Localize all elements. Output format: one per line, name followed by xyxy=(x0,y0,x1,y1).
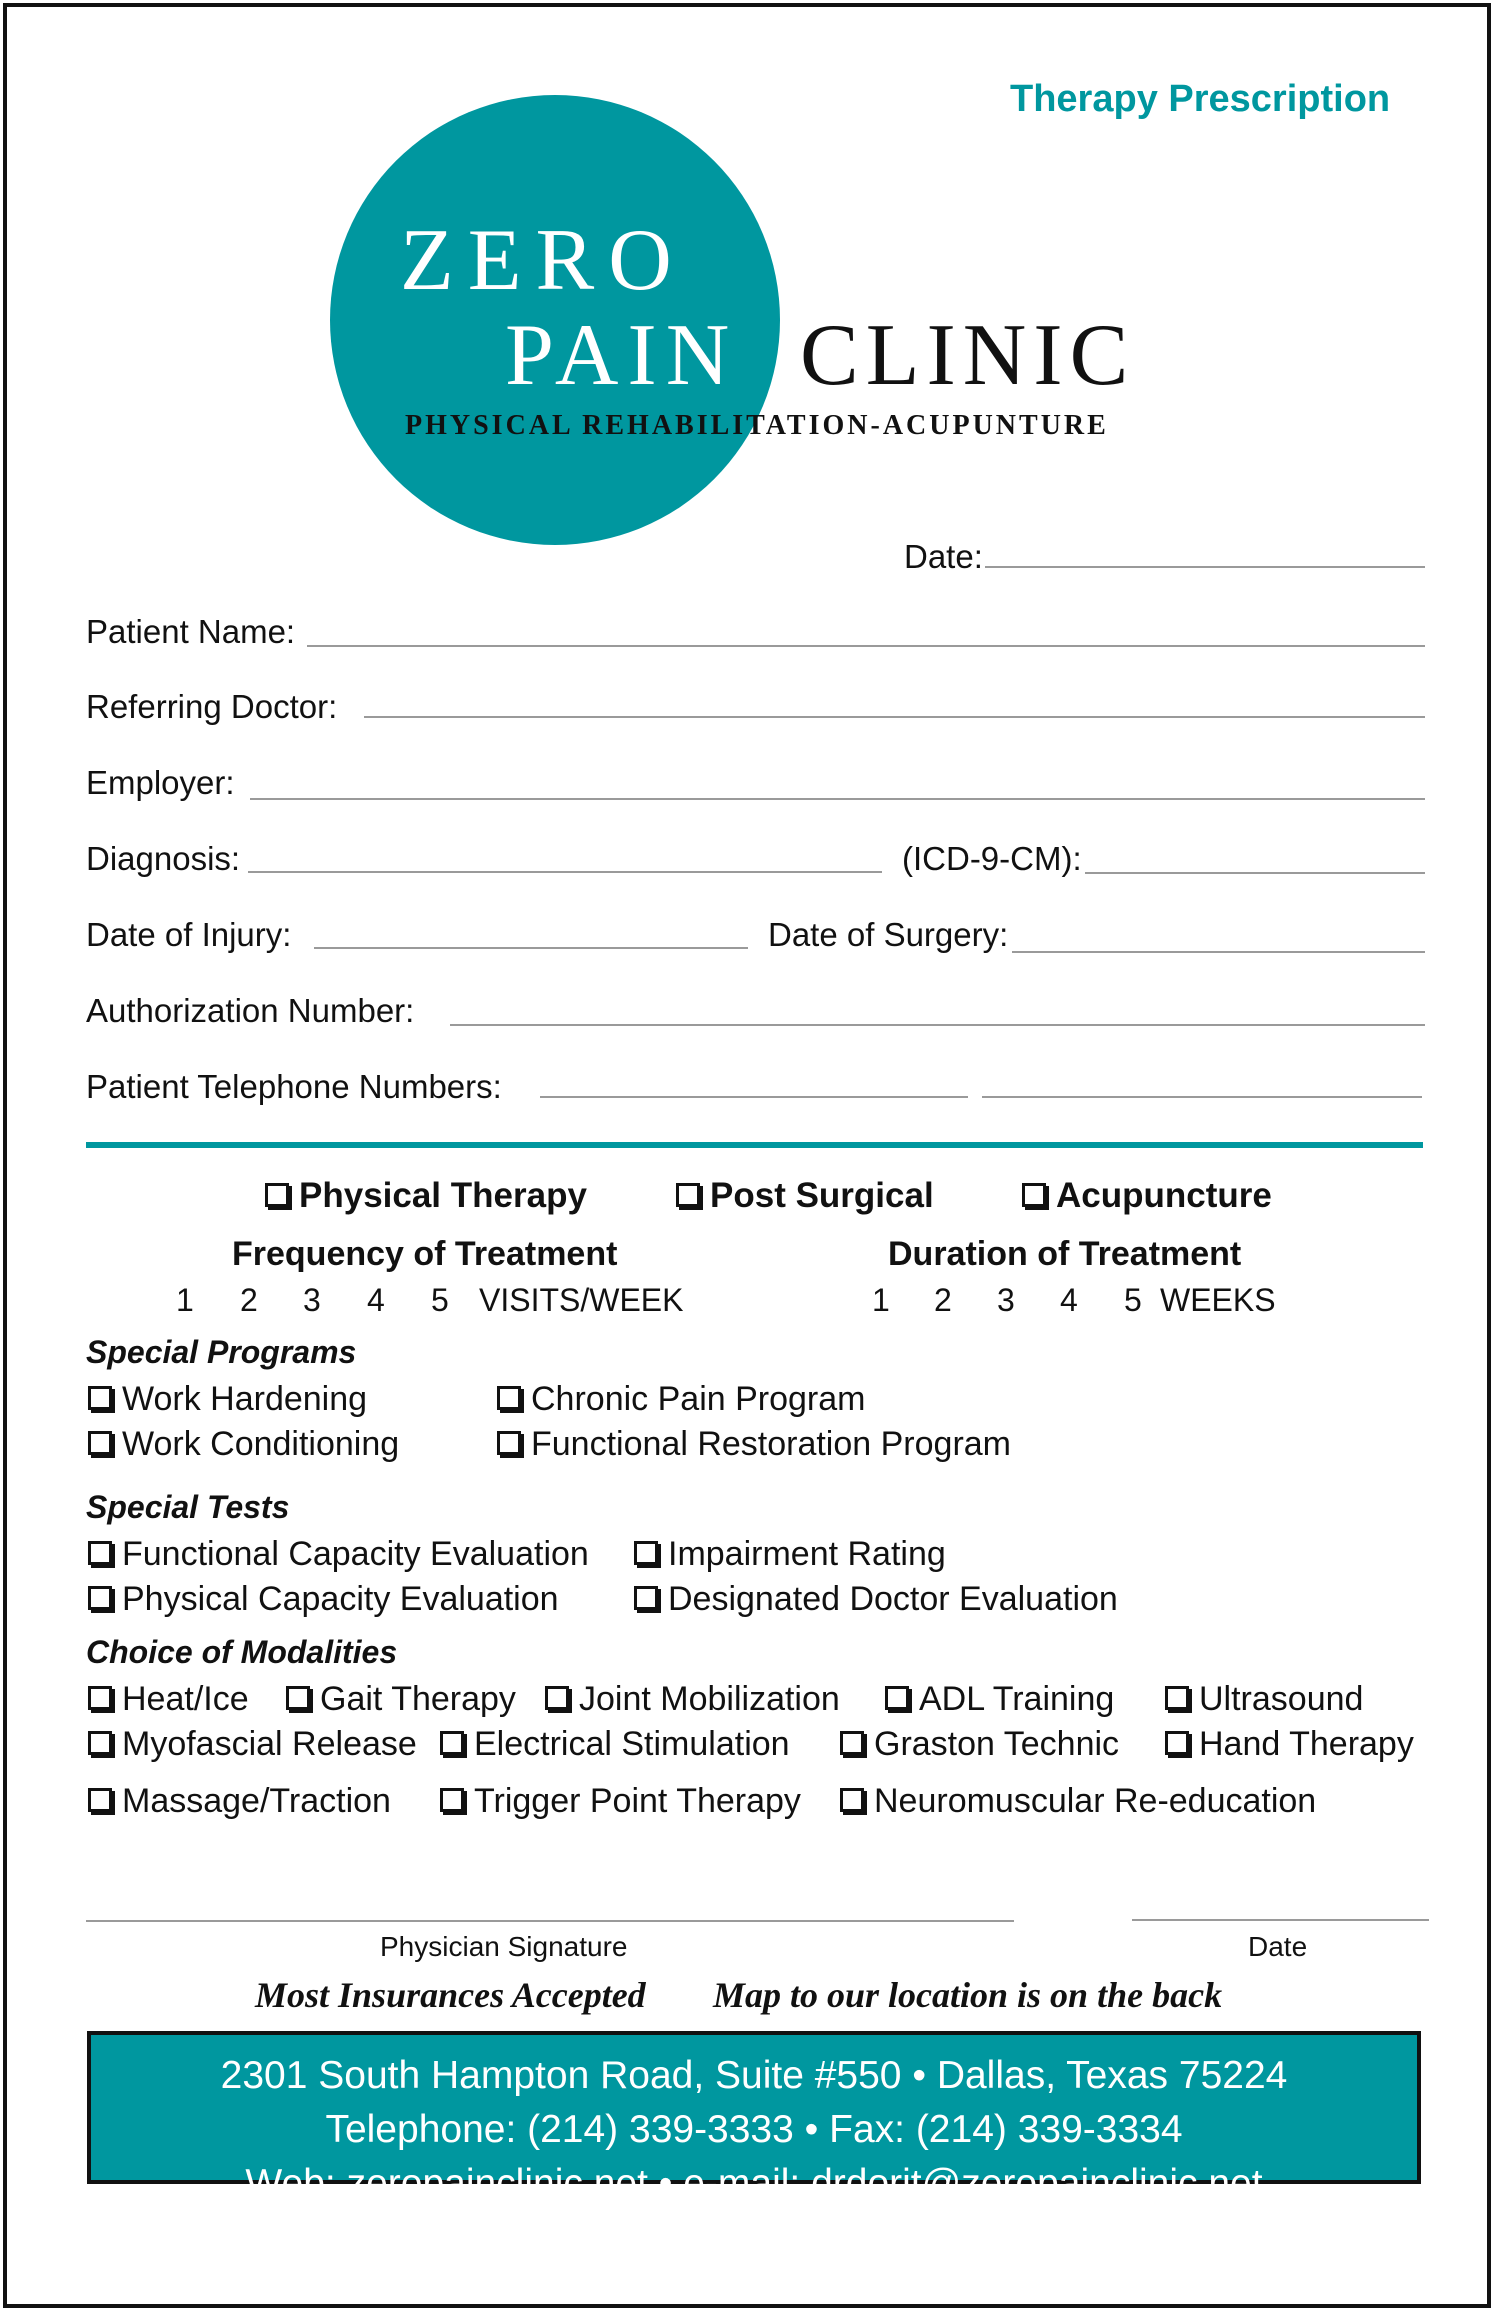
option-label: ADL Training xyxy=(919,1680,1115,1718)
checkbox-icon[interactable] xyxy=(88,1431,112,1455)
option-label: Chronic Pain Program xyxy=(531,1380,866,1418)
checkbox-icon[interactable] xyxy=(88,1686,112,1710)
logo-word-zero: ZERO xyxy=(400,212,686,309)
insurance-note: Most Insurances Accepted xyxy=(255,1975,646,2015)
functional-restoration-program-option[interactable] xyxy=(497,1425,1011,1464)
physical-capacity-evaluation-option[interactable] xyxy=(88,1580,559,1619)
patient-name-label: Patient Name: xyxy=(86,613,296,650)
option-label: Functional Capacity Evaluation xyxy=(122,1535,589,1573)
diagnosis-label: Diagnosis: xyxy=(86,840,241,877)
acupuncture-option[interactable] xyxy=(1022,1176,1272,1216)
checkbox-icon[interactable] xyxy=(265,1183,289,1207)
checkbox-icon[interactable] xyxy=(1022,1183,1046,1207)
graston-technic-option[interactable] xyxy=(840,1725,1119,1764)
option-label: Trigger Point Therapy xyxy=(474,1782,801,1820)
address-line: 2301 South Hampton Road, Suite #550 • Dallas, Texas 75224 xyxy=(220,2054,1288,2097)
date-of-injury-label: Date of Injury: xyxy=(86,916,292,953)
option-label: Heat/Ice xyxy=(122,1680,249,1718)
physician-signature-line[interactable] xyxy=(86,1920,1014,1922)
checkbox-icon[interactable] xyxy=(1165,1731,1189,1755)
duration-5[interactable]: 5 xyxy=(1124,1282,1142,1318)
myofascial-release-option[interactable] xyxy=(88,1725,417,1764)
signature-date-line[interactable] xyxy=(1132,1919,1429,1921)
option-label: Designated Doctor Evaluation xyxy=(668,1580,1118,1618)
checkbox-icon[interactable] xyxy=(545,1686,569,1710)
date-of-surgery-line[interactable] xyxy=(1012,951,1425,953)
physical-therapy-label: Physical Therapy xyxy=(299,1176,587,1215)
option-label: Massage/Traction xyxy=(122,1782,391,1820)
joint-mobilization-option[interactable] xyxy=(545,1680,840,1719)
special-tests-heading: Special Tests xyxy=(86,1489,290,1525)
ultrasound-option[interactable] xyxy=(1165,1680,1363,1719)
frequency-4[interactable]: 4 xyxy=(367,1282,385,1318)
checkbox-icon[interactable] xyxy=(497,1431,521,1455)
impairment-rating-option[interactable] xyxy=(634,1535,946,1574)
gait-therapy-option[interactable] xyxy=(286,1680,516,1719)
option-label: Work Conditioning xyxy=(122,1425,400,1463)
logo-tagline: PHYSICAL REHABILITATION-ACUPUNTURE xyxy=(405,410,1109,441)
referring-doctor-line[interactable] xyxy=(364,716,1425,718)
patient-name-line[interactable] xyxy=(307,645,1425,647)
frequency-unit: VISITS/WEEK xyxy=(479,1282,684,1318)
option-label: Joint Mobilization xyxy=(579,1680,840,1718)
option-label: Myofascial Release xyxy=(122,1725,417,1763)
modalities-heading: Choice of Modalities xyxy=(86,1634,398,1670)
checkbox-icon[interactable] xyxy=(88,1586,112,1610)
frequency-2[interactable]: 2 xyxy=(240,1282,258,1318)
post-surgical-option[interactable] xyxy=(676,1176,934,1216)
checkbox-icon[interactable] xyxy=(885,1686,909,1710)
date-of-injury-line[interactable] xyxy=(314,947,748,949)
duration-3[interactable]: 3 xyxy=(997,1282,1015,1318)
adl-training-option[interactable] xyxy=(885,1680,1114,1719)
logo-word-clinic: CLINIC xyxy=(800,307,1136,404)
icd-label: (ICD-9-CM): xyxy=(902,840,1082,877)
chronic-pain-program-option[interactable] xyxy=(497,1380,865,1419)
checkbox-icon[interactable] xyxy=(497,1386,521,1410)
functional-capacity-evaluation-option[interactable] xyxy=(88,1535,589,1574)
work-hardening-option[interactable] xyxy=(88,1380,367,1419)
heat-ice-option[interactable] xyxy=(88,1680,249,1719)
section-divider xyxy=(86,1142,1423,1148)
date-label: Date: xyxy=(904,538,983,575)
option-label: Work Hardening xyxy=(122,1380,368,1418)
frequency-1[interactable]: 1 xyxy=(176,1282,194,1318)
option-label: Functional Restoration Program xyxy=(531,1425,1012,1463)
referring-doctor-label: Referring Doctor: xyxy=(86,688,338,725)
web-line: Web: zeropainclinic.net • e-mail: drdorit@zeropainclinic.net xyxy=(245,2162,1263,2205)
checkbox-icon[interactable] xyxy=(88,1386,112,1410)
special-programs-heading: Special Programs xyxy=(86,1334,357,1370)
checkbox-icon[interactable] xyxy=(840,1731,864,1755)
post-surgical-label: Post Surgical xyxy=(710,1176,934,1215)
logo-word-pain: PAIN xyxy=(505,307,739,404)
diagnosis-line[interactable] xyxy=(248,871,882,873)
checkbox-icon[interactable] xyxy=(88,1731,112,1755)
frequency-5[interactable]: 5 xyxy=(431,1282,449,1318)
acupuncture-label: Acupuncture xyxy=(1056,1176,1272,1215)
contact-box xyxy=(87,2031,1421,2205)
checkbox-icon[interactable] xyxy=(440,1731,464,1755)
signature-date-label: Date xyxy=(1248,1931,1308,1962)
patient-telephone-line-1[interactable] xyxy=(540,1096,968,1098)
electrical-stimulation-option[interactable] xyxy=(440,1725,790,1764)
massage-traction-option[interactable] xyxy=(88,1782,391,1821)
phone-line: Telephone: (214) 339-3333 • Fax: (214) 339-3334 xyxy=(325,2108,1183,2151)
date-line[interactable] xyxy=(985,566,1425,568)
option-label: Graston Technic xyxy=(874,1725,1120,1763)
checkbox-icon[interactable] xyxy=(440,1788,464,1812)
physical-therapy-option[interactable] xyxy=(265,1176,587,1216)
duration-unit: WEEKS xyxy=(1160,1282,1276,1318)
map-note: Map to our location is on the back xyxy=(713,1975,1223,2015)
physician-signature-label: Physician Signature xyxy=(380,1931,628,1962)
authorization-number-label: Authorization Number: xyxy=(86,992,415,1029)
option-label: Gait Therapy xyxy=(320,1680,516,1718)
checkbox-icon[interactable] xyxy=(88,1788,112,1812)
icd-line[interactable] xyxy=(1085,872,1425,874)
duration-4[interactable]: 4 xyxy=(1060,1282,1078,1318)
patient-telephone-line-2[interactable] xyxy=(982,1096,1422,1098)
neuromuscular-reeducation-option[interactable] xyxy=(840,1782,1316,1821)
option-label: Ultrasound xyxy=(1199,1680,1364,1718)
checkbox-icon[interactable] xyxy=(840,1788,864,1812)
work-conditioning-option[interactable] xyxy=(88,1425,399,1464)
checkbox-icon[interactable] xyxy=(634,1586,658,1610)
checkbox-icon[interactable] xyxy=(1165,1686,1189,1710)
designated-doctor-evaluation-option[interactable] xyxy=(634,1580,1118,1619)
hand-therapy-option[interactable] xyxy=(1165,1725,1414,1764)
form-title: Therapy Prescription xyxy=(1010,78,1391,120)
date-of-surgery-label: Date of Surgery: xyxy=(768,916,1009,953)
frequency-3[interactable]: 3 xyxy=(303,1282,321,1318)
option-label: Electrical Stimulation xyxy=(474,1725,790,1763)
checkbox-icon[interactable] xyxy=(286,1686,310,1710)
option-label: Impairment Rating xyxy=(668,1535,946,1573)
duration-1[interactable]: 1 xyxy=(872,1282,890,1318)
frequency-heading: Frequency of Treatment xyxy=(232,1235,618,1273)
option-label: Neuromuscular Re-education xyxy=(874,1782,1317,1820)
option-label: Physical Capacity Evaluation xyxy=(122,1580,559,1618)
duration-heading: Duration of Treatment xyxy=(888,1235,1242,1273)
employer-label: Employer: xyxy=(86,764,235,801)
trigger-point-therapy-option[interactable] xyxy=(440,1782,801,1821)
option-label: Hand Therapy xyxy=(1199,1725,1414,1763)
patient-telephone-label: Patient Telephone Numbers: xyxy=(86,1068,502,1105)
checkbox-icon[interactable] xyxy=(676,1183,700,1207)
duration-2[interactable]: 2 xyxy=(934,1282,952,1318)
authorization-number-line[interactable] xyxy=(450,1024,1425,1026)
checkbox-icon[interactable] xyxy=(88,1541,112,1565)
employer-line[interactable] xyxy=(250,798,1425,800)
checkbox-icon[interactable] xyxy=(634,1541,658,1565)
